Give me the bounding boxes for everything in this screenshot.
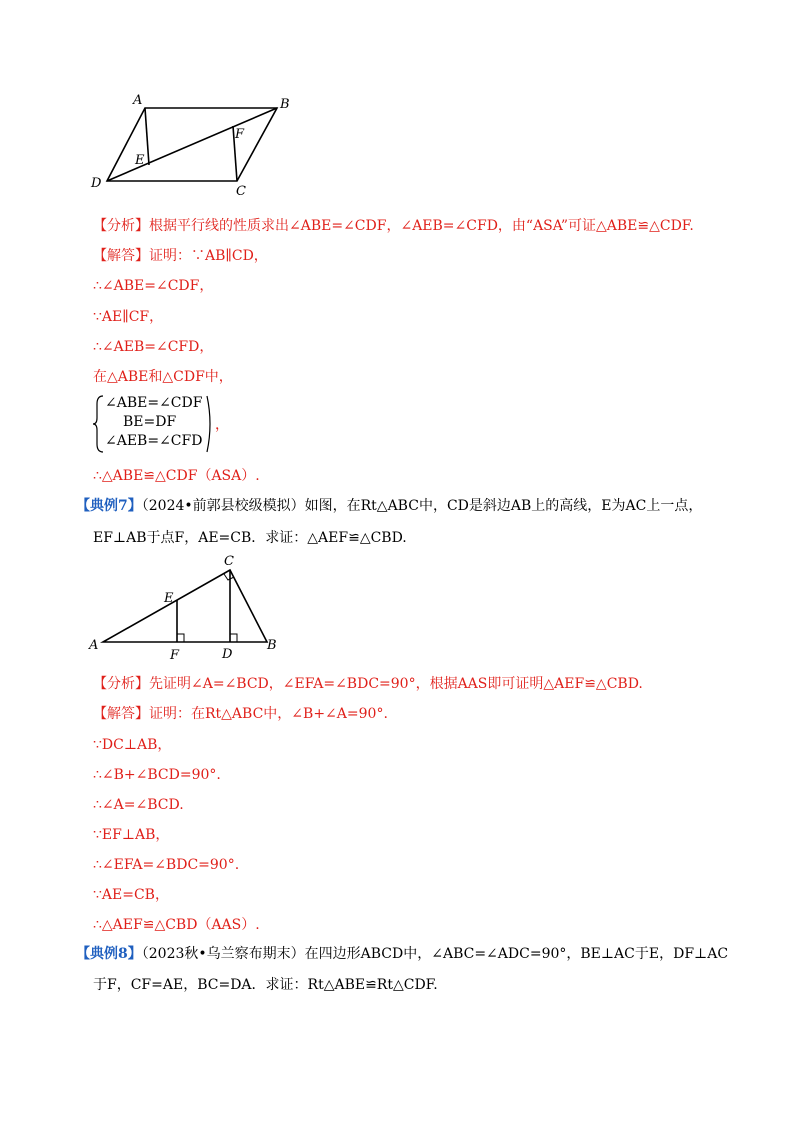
solution-2-line-3: ∴∠B+∠BCD=90°. xyxy=(93,767,221,783)
left-brace xyxy=(93,394,105,454)
system-row-2: BE=DF xyxy=(123,414,177,430)
equation-system xyxy=(93,394,229,454)
triangle-abc xyxy=(103,570,267,642)
figure-parallelogram xyxy=(85,90,305,200)
solution-2-line-6: ∴∠EFA=∠BDC=90°. xyxy=(93,857,240,873)
system-row-3: ∠AEB=∠CFD xyxy=(105,433,203,449)
label-c: C xyxy=(236,184,246,199)
solution-2-line-8: ∴△AEF≌△CBD（AAS）. xyxy=(93,917,260,933)
label-a2: A xyxy=(89,638,99,653)
figure-right-triangle xyxy=(85,552,295,664)
solution-1-line-3: ∵AE∥CF， xyxy=(93,309,164,325)
example-7-line-2: EF⊥AB于点F，AE=CB．求证：△AEF≌△CBD. xyxy=(93,530,407,546)
example-7-text-1: （2024•前郭县校级模拟）如图，在Rt△ABC中，CD是斜边AB上的高线，E为AC上一点， xyxy=(141,498,703,514)
system-suffix: ， xyxy=(215,417,229,433)
example-8-text-1: （2023秋•乌兰察布期末）在四边形ABCD中，∠ABC=∠ADC=90°，BE⊥AC于E，DF⊥AC xyxy=(141,946,729,962)
analysis-1: 【分析】根据平行线的性质求出∠ABE=∠CDF，∠AEB=∠CFD，由“ASA”可证△ABE≌△CDF. xyxy=(93,218,694,234)
solution-2-line-1: 【解答】证明：在Rt△ABC中，∠B+∠A=90°. xyxy=(93,706,388,722)
solution-1-line-2: ∴∠ABE=∠CDF， xyxy=(93,278,214,294)
segment-ae xyxy=(145,108,149,165)
label-f: F xyxy=(235,127,245,142)
solution-2-line-5: ∵EF⊥AB， xyxy=(93,827,170,843)
right-angle-mark-d xyxy=(230,634,237,642)
right-paren xyxy=(205,394,215,454)
solution-1-line-1: 【解答】证明：∵AB∥CD， xyxy=(93,248,268,264)
example-7-tag: 【典例7】 xyxy=(76,498,142,514)
diagonal-db xyxy=(107,108,277,181)
label-a: A xyxy=(133,93,143,108)
label-e: E xyxy=(135,153,145,168)
analysis-2: 【分析】先证明∠A=∠BCD，∠EFA=∠BDC=90°，根据AAS即可证明△AEF≌△CBD. xyxy=(93,676,643,692)
label-f2: F xyxy=(170,648,180,663)
label-b: B xyxy=(280,97,290,112)
label-e2: E xyxy=(164,591,174,606)
label-b2: B xyxy=(267,638,277,653)
solution-1-line-4: ∴∠AEB=∠CFD， xyxy=(93,339,214,355)
label-d2: D xyxy=(222,647,233,662)
example-8-line-1 xyxy=(76,944,728,964)
label-c2: C xyxy=(224,554,234,569)
example-7-line-1 xyxy=(76,496,702,516)
solution-1-conclusion: ∴△ABE≌△CDF（ASA）. xyxy=(93,468,260,484)
example-8-tag: 【典例8】 xyxy=(76,946,142,962)
solution-2-line-7: ∵AE=CB， xyxy=(93,887,169,903)
solution-2-line-2: ∵DC⊥AB， xyxy=(93,737,172,753)
system-row-1: ∠ABE=∠CDF xyxy=(105,395,203,411)
label-d: D xyxy=(91,176,102,191)
example-8-line-2: 于F，CF=AE，BC=DA．求证：Rt△ABE≌Rt△CDF. xyxy=(93,977,438,993)
solution-1-line-5: 在△ABE和△CDF中， xyxy=(93,369,233,385)
solution-2-line-4: ∴∠A=∠BCD. xyxy=(93,797,184,813)
right-angle-mark-f xyxy=(177,634,184,642)
